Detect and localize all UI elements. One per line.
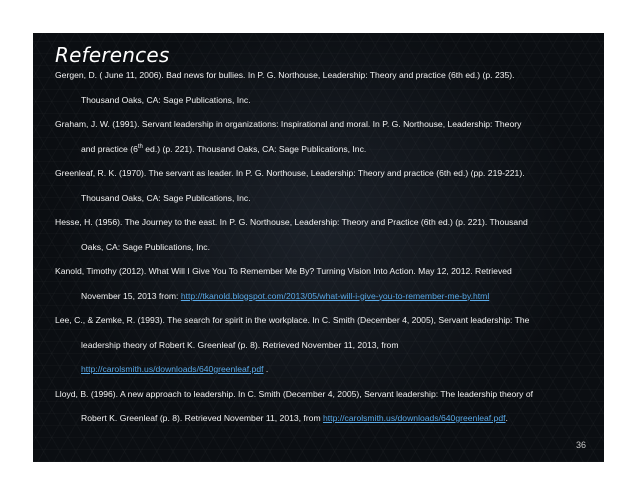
reference-item — [55, 167, 590, 204]
reference-list — [55, 69, 590, 437]
reference-item — [55, 69, 590, 106]
reference-text: November 15, 2013 from: — [81, 290, 181, 301]
slide-title: References — [55, 43, 170, 67]
reference-item — [55, 388, 590, 425]
reference-line: Lloyd, B. (1996). A new approach to leadership. In C. Smith (December 4, 2005), Servant leadership: The leadership theory of — [55, 388, 534, 399]
reference-line: Greenleaf, R. K. (1970). The servant as leader. In P. G. Northouse, Leadership: Theory and practice (6th ed.) (pp. 219-221). — [55, 168, 525, 178]
reference-line — [55, 412, 590, 424]
reference-line: Gergen, D. ( June 11, 2006). Bad news for bullies. In P. G. Northouse, Leadership: Theory and practice (6th ed.) (p. 235). — [55, 70, 515, 80]
reference-line — [55, 363, 590, 375]
reference-line: Oaks, CA: Sage Publications, Inc. — [81, 241, 210, 252]
reference-line — [55, 290, 590, 302]
reference-link[interactable]: http://carolsmith.us/downloads/640greenleaf.pdf — [81, 364, 264, 374]
reference-line: Kanold, Timothy (2012). What Will I Give You To Remember Me By? Turning Vision Into Action. May 12, 2012. Retrieved — [55, 266, 512, 276]
reference-line: Thousand Oaks, CA: Sage Publications, Inc. — [81, 94, 251, 105]
reference-link[interactable]: http://carolsmith.us/downloads/640greenleaf.pdf — [323, 413, 506, 423]
reference-line: Graham, J. W. (1991). Servant leadership in organizations: Inspirational and moral. In P. G. Northouse, Leadership: Theory — [55, 119, 522, 129]
reference-text: Robert K. Greenleaf (p. 8). Retrieved November 11, 2013, from — [81, 413, 324, 423]
reference-item — [55, 265, 590, 302]
reference-text: ed.) (p. 221). Thousand Oaks, CA: Sage Publications, Inc. — [142, 143, 367, 154]
slide — [33, 33, 604, 462]
reference-text: . — [263, 364, 269, 374]
reference-item — [55, 118, 590, 155]
reference-text: . — [505, 413, 508, 423]
reference-text: and practice (6 — [81, 143, 138, 154]
reference-item — [55, 216, 590, 253]
reference-line: Lee, C., & Zemke, R. (1993). The search for spirit in the workplace. In C. Smith (December 4, 2005), Servant leadership: The — [55, 315, 530, 325]
reference-line — [55, 143, 590, 155]
reference-line: leadership theory of Robert K. Greenleaf (p. 8). Retrieved November 11, 2013, from — [81, 339, 399, 350]
reference-item — [55, 314, 590, 375]
page-number: 36 — [575, 440, 586, 450]
ordinal-superscript: th — [137, 143, 143, 150]
reference-link[interactable]: http://tkanold.blogspot.com/2013/05/what-will-i-give-you-to-remember-me-by.html — [180, 290, 490, 301]
reference-line: Thousand Oaks, CA: Sage Publications, Inc. — [81, 192, 251, 203]
reference-line: Hesse, H. (1956). The Journey to the east. In P. G. Northouse, Leadership: Theory and Practice (6th ed.) (p. 221). Thousand — [55, 217, 528, 227]
